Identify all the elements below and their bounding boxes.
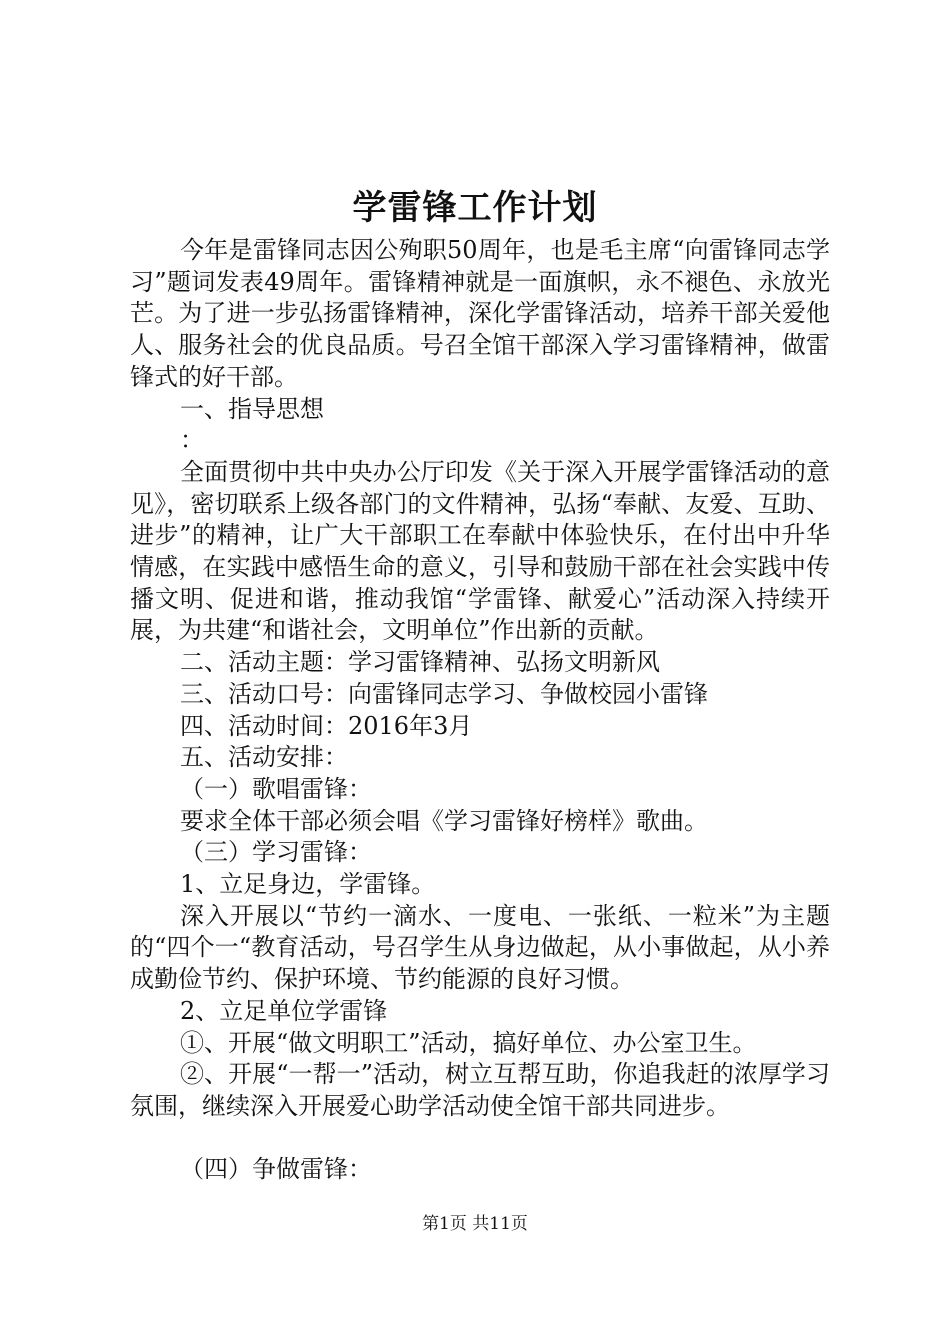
paragraph-activity-theme: 二、活动主题：学习雷锋精神、弘扬文明新风 (180, 648, 660, 677)
heading-be-leifeng: （四）争做雷锋： (180, 1155, 372, 1184)
paragraph-guiding-content: 全面贯彻中共中央办公厅印发《关于深入开展学雷锋活动的意见》，密切联系上级各部门的文件精神，弘扬“奉献、友爱、互助、进步”的精神，让广大干部职工在奉献中体验快乐，在付出中升华情感，在实践中感悟生命的意义，引导和鼓励干部在社会实践中传播文明、促进和谐，推动我馆“学雷锋、献爱心”活动深入持续开展，为共建“和谐社会，文明单位”作出新的贡献。 (130, 457, 830, 645)
paragraph-one-help-one: ②、开展“一帮一”活动，树立互帮互助，你追我赶的浓厚学习氛围，继续深入开展爱心助学活动使全馆干部共同进步。 (130, 1060, 830, 1120)
page-footer: 第1页 共11页 (422, 1214, 528, 1234)
paragraph-colon: ： (180, 426, 204, 455)
paragraph-study-local-content: 深入开展以“节约一滴水、一度电、一张纸、一粒米”为主题的“四个一“教育活动，号召学生从身边做起，从小事做起，从小养成勤俭节约、保护环境、节约能源的良好习惯。 (130, 901, 830, 994)
heading-study-local: 1、立足身边，学雷锋。 (180, 870, 436, 899)
document-title: 学雷锋工作计划 (352, 188, 598, 228)
heading-study-unit: 2、立足单位学雷锋 (180, 996, 388, 1025)
paragraph-sing-requirement: 要求全体干部必须会唱《学习雷锋好榜样》歌曲。 (180, 806, 708, 835)
heading-sing-leifeng: （一）歌唱雷锋： (180, 774, 372, 803)
paragraph-activity-time: 四、活动时间：2016年3月 (180, 711, 473, 740)
paragraph-intro: 今年是雷锋同志因公殉职50周年，也是毛主席“向雷锋同志学习”题词发表49周年。雷锋精神就是一面旗帜，永不褪色、永放光芒。为了进一步弘扬雷锋精神，深化学雷锋活动，培养干部关爱他人、服务社会的优良品质。号召全馆干部深入学习雷锋精神，做雷锋式的好干部。 (130, 236, 830, 391)
heading-activity-arrangement: 五、活动安排： (180, 743, 348, 772)
blank-line (130, 1123, 830, 1155)
paragraph-activity-slogan: 三、活动口号：向雷锋同志学习、争做校园小雷锋 (180, 679, 708, 708)
paragraph-civilized-worker: ①、开展“做文明职工”活动，搞好单位、办公室卫生。 (180, 1028, 757, 1057)
document-body (130, 235, 830, 1186)
heading-guiding-thought: 一、指导思想 (180, 394, 324, 423)
heading-study-leifeng: （三）学习雷锋： (180, 838, 372, 867)
